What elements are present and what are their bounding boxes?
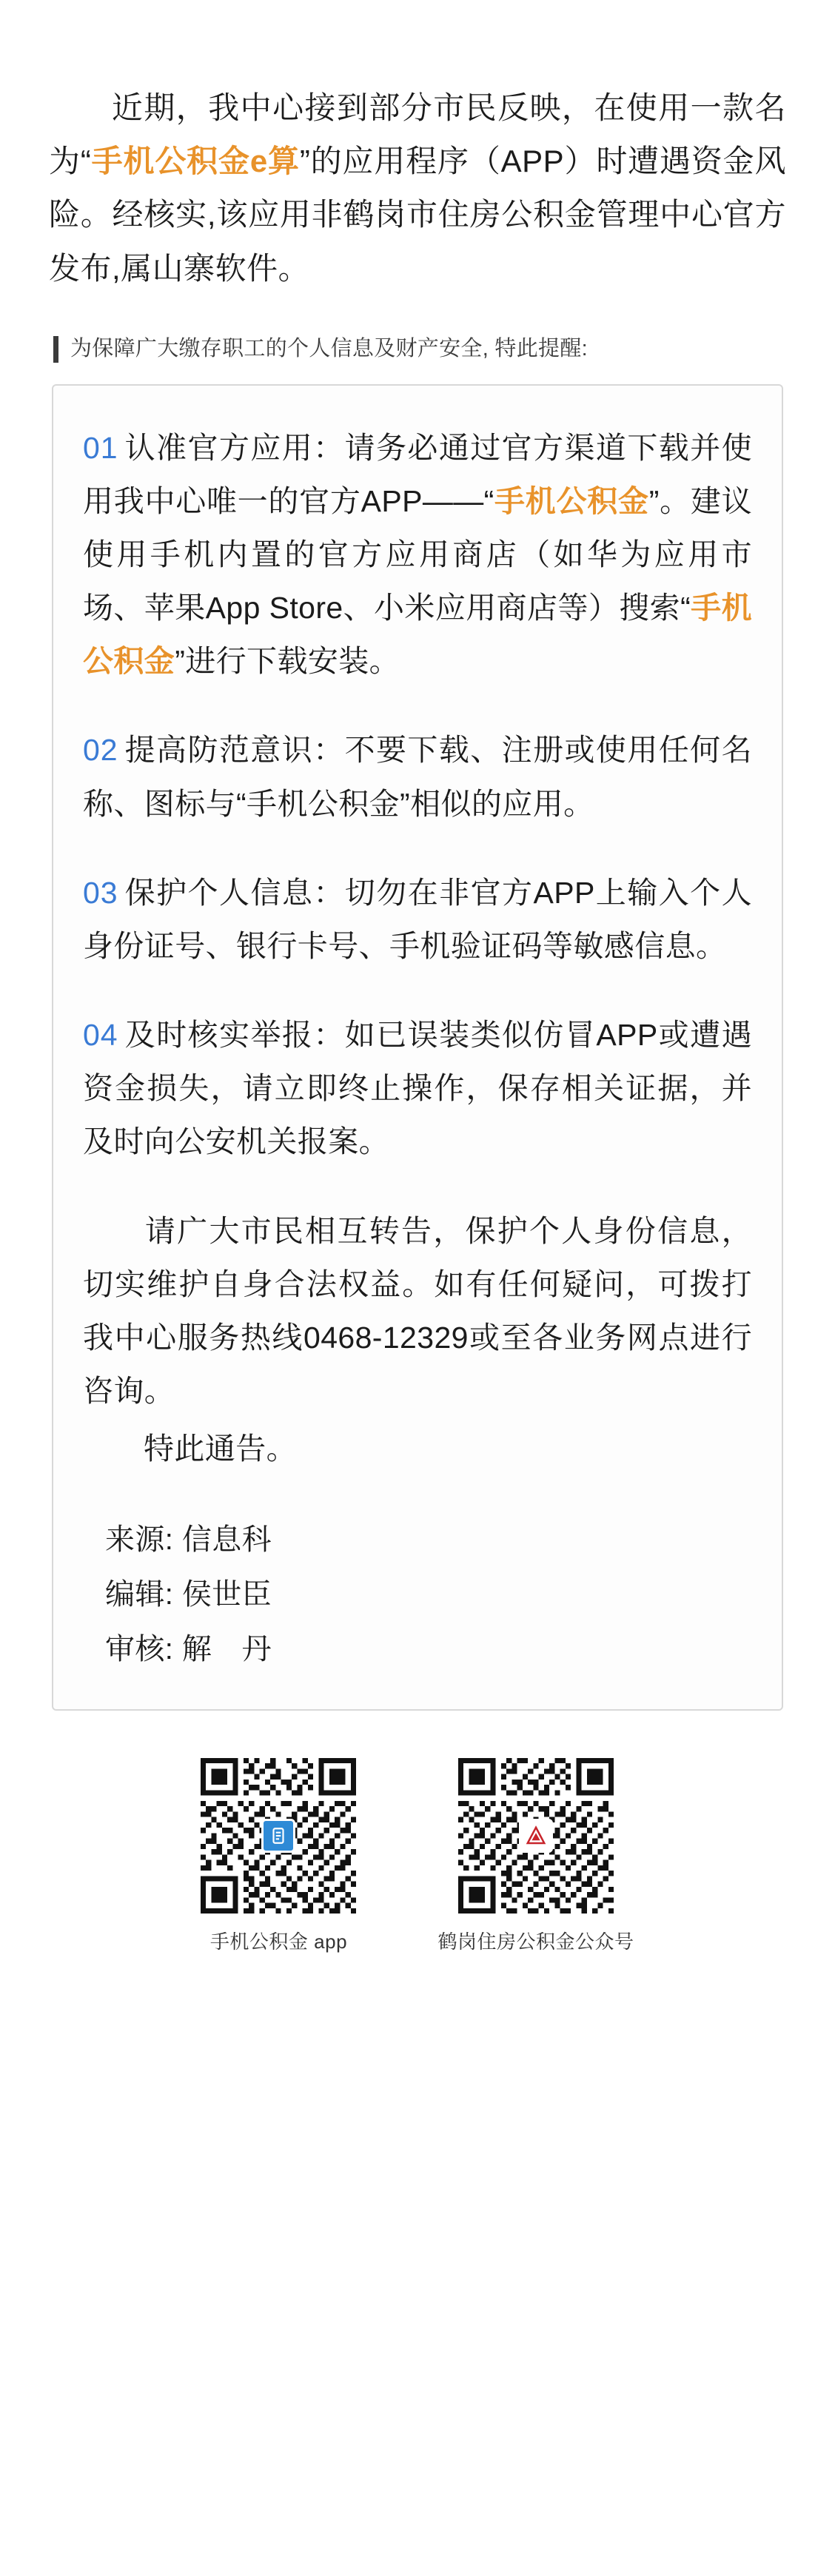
closing-paragraph bbox=[83, 1204, 752, 1418]
meta-reviewer: 审核: 解 丹 bbox=[105, 1633, 272, 1666]
qr-caption-app: 手机公积金 app bbox=[209, 1931, 348, 1953]
intro-paragraph bbox=[49, 81, 786, 295]
wechat-official-icon bbox=[519, 1819, 553, 1853]
advisory-item-03-body bbox=[83, 866, 752, 973]
intro-text-part2: ”的应用程序（APP）时遭遇资金风险。经核实,该应用非鹤岗市住房公积金管理中心官方发布,属山寨软件。 bbox=[49, 144, 787, 286]
qr-code-app-image[interactable] bbox=[201, 1758, 356, 1913]
advisory-item-02-number: 02 bbox=[83, 733, 118, 768]
subheading bbox=[53, 335, 786, 363]
advisory-item-03-text: 保护个人信息：切勿在非官方APP上输入个人身份证号、银行卡号、手机验证码等敏感信息。 bbox=[83, 875, 752, 963]
closing-statement bbox=[83, 1422, 752, 1475]
qr-code-section bbox=[49, 1758, 786, 1954]
advisory-item-03-number: 03 bbox=[83, 875, 118, 910]
advisory-item-01-seg2: ”。建议使用手机内置的官方应用商店（如华为应用市场、苹果App Store、小米应用商店等）搜索“ bbox=[83, 483, 752, 625]
advisory-item-04-text: 及时核实举报：如已误装类似仿冒APP或遭遇资金损失，请立即终止操作，保存相关证据，并及时向公安机关报案。 bbox=[83, 1018, 752, 1159]
advisory-card bbox=[52, 384, 783, 1711]
advisory-item-04-number: 04 bbox=[83, 1018, 118, 1053]
advisory-item-01-seg1: 认准官方应用：请务必通过官方渠道下载并使用我中心唯一的官方APP——“ bbox=[83, 430, 752, 518]
qr-block-app bbox=[201, 1758, 356, 1954]
qr-caption-official-account: 鹤岗住房公积金公众号 bbox=[437, 1931, 634, 1953]
meta-editor: 编辑: 侯世臣 bbox=[105, 1578, 272, 1611]
advisory-item-04-body bbox=[83, 1008, 752, 1168]
closing-statement-text: 特此通告。 bbox=[144, 1432, 297, 1466]
closing-notice bbox=[83, 1204, 752, 1476]
advisory-item-01 bbox=[83, 421, 752, 688]
advisory-item-02-text: 提高防范意识：不要下载、注册或使用任何名称、图标与“手机公积金”相似的应用。 bbox=[83, 733, 752, 821]
official-app-name-2: 手机公积金 bbox=[83, 591, 752, 679]
advisory-item-01-seg3: ”进行下载安装。 bbox=[175, 644, 400, 679]
document-meta bbox=[83, 1512, 752, 1677]
closing-paragraph-text: 请广大市民相互转告，保护个人身份信息，切实维护自身合法权益。如有任何疑问，可拨打我中心服务热线0468-12329或至各业务网点进行咨询。 bbox=[83, 1213, 752, 1408]
qr-block-official-account bbox=[437, 1758, 634, 1954]
advisory-item-02 bbox=[83, 723, 752, 830]
advisory-item-01-body bbox=[83, 421, 752, 688]
meta-source: 来源: 信息科 bbox=[105, 1523, 272, 1557]
official-app-name-1: 手机公积金 bbox=[494, 483, 649, 518]
fake-app-name: 手机公积金e算 bbox=[91, 144, 300, 179]
advisory-item-03 bbox=[83, 866, 752, 973]
advisory-item-02-body bbox=[83, 723, 752, 830]
subheading-accent-bar bbox=[53, 336, 58, 363]
intro-text-part1: 近期，我中心接到部分市民反映，在使用一款名为“ bbox=[49, 90, 786, 179]
app-badge-icon bbox=[261, 1819, 295, 1853]
qr-code-official-account-image[interactable] bbox=[458, 1758, 614, 1913]
subheading-text: 为保障广大缴存职工的个人信息及财产安全, 特此提醒: bbox=[70, 336, 588, 360]
advisory-item-04 bbox=[83, 1008, 752, 1168]
advisory-item-01-number: 01 bbox=[83, 430, 118, 465]
